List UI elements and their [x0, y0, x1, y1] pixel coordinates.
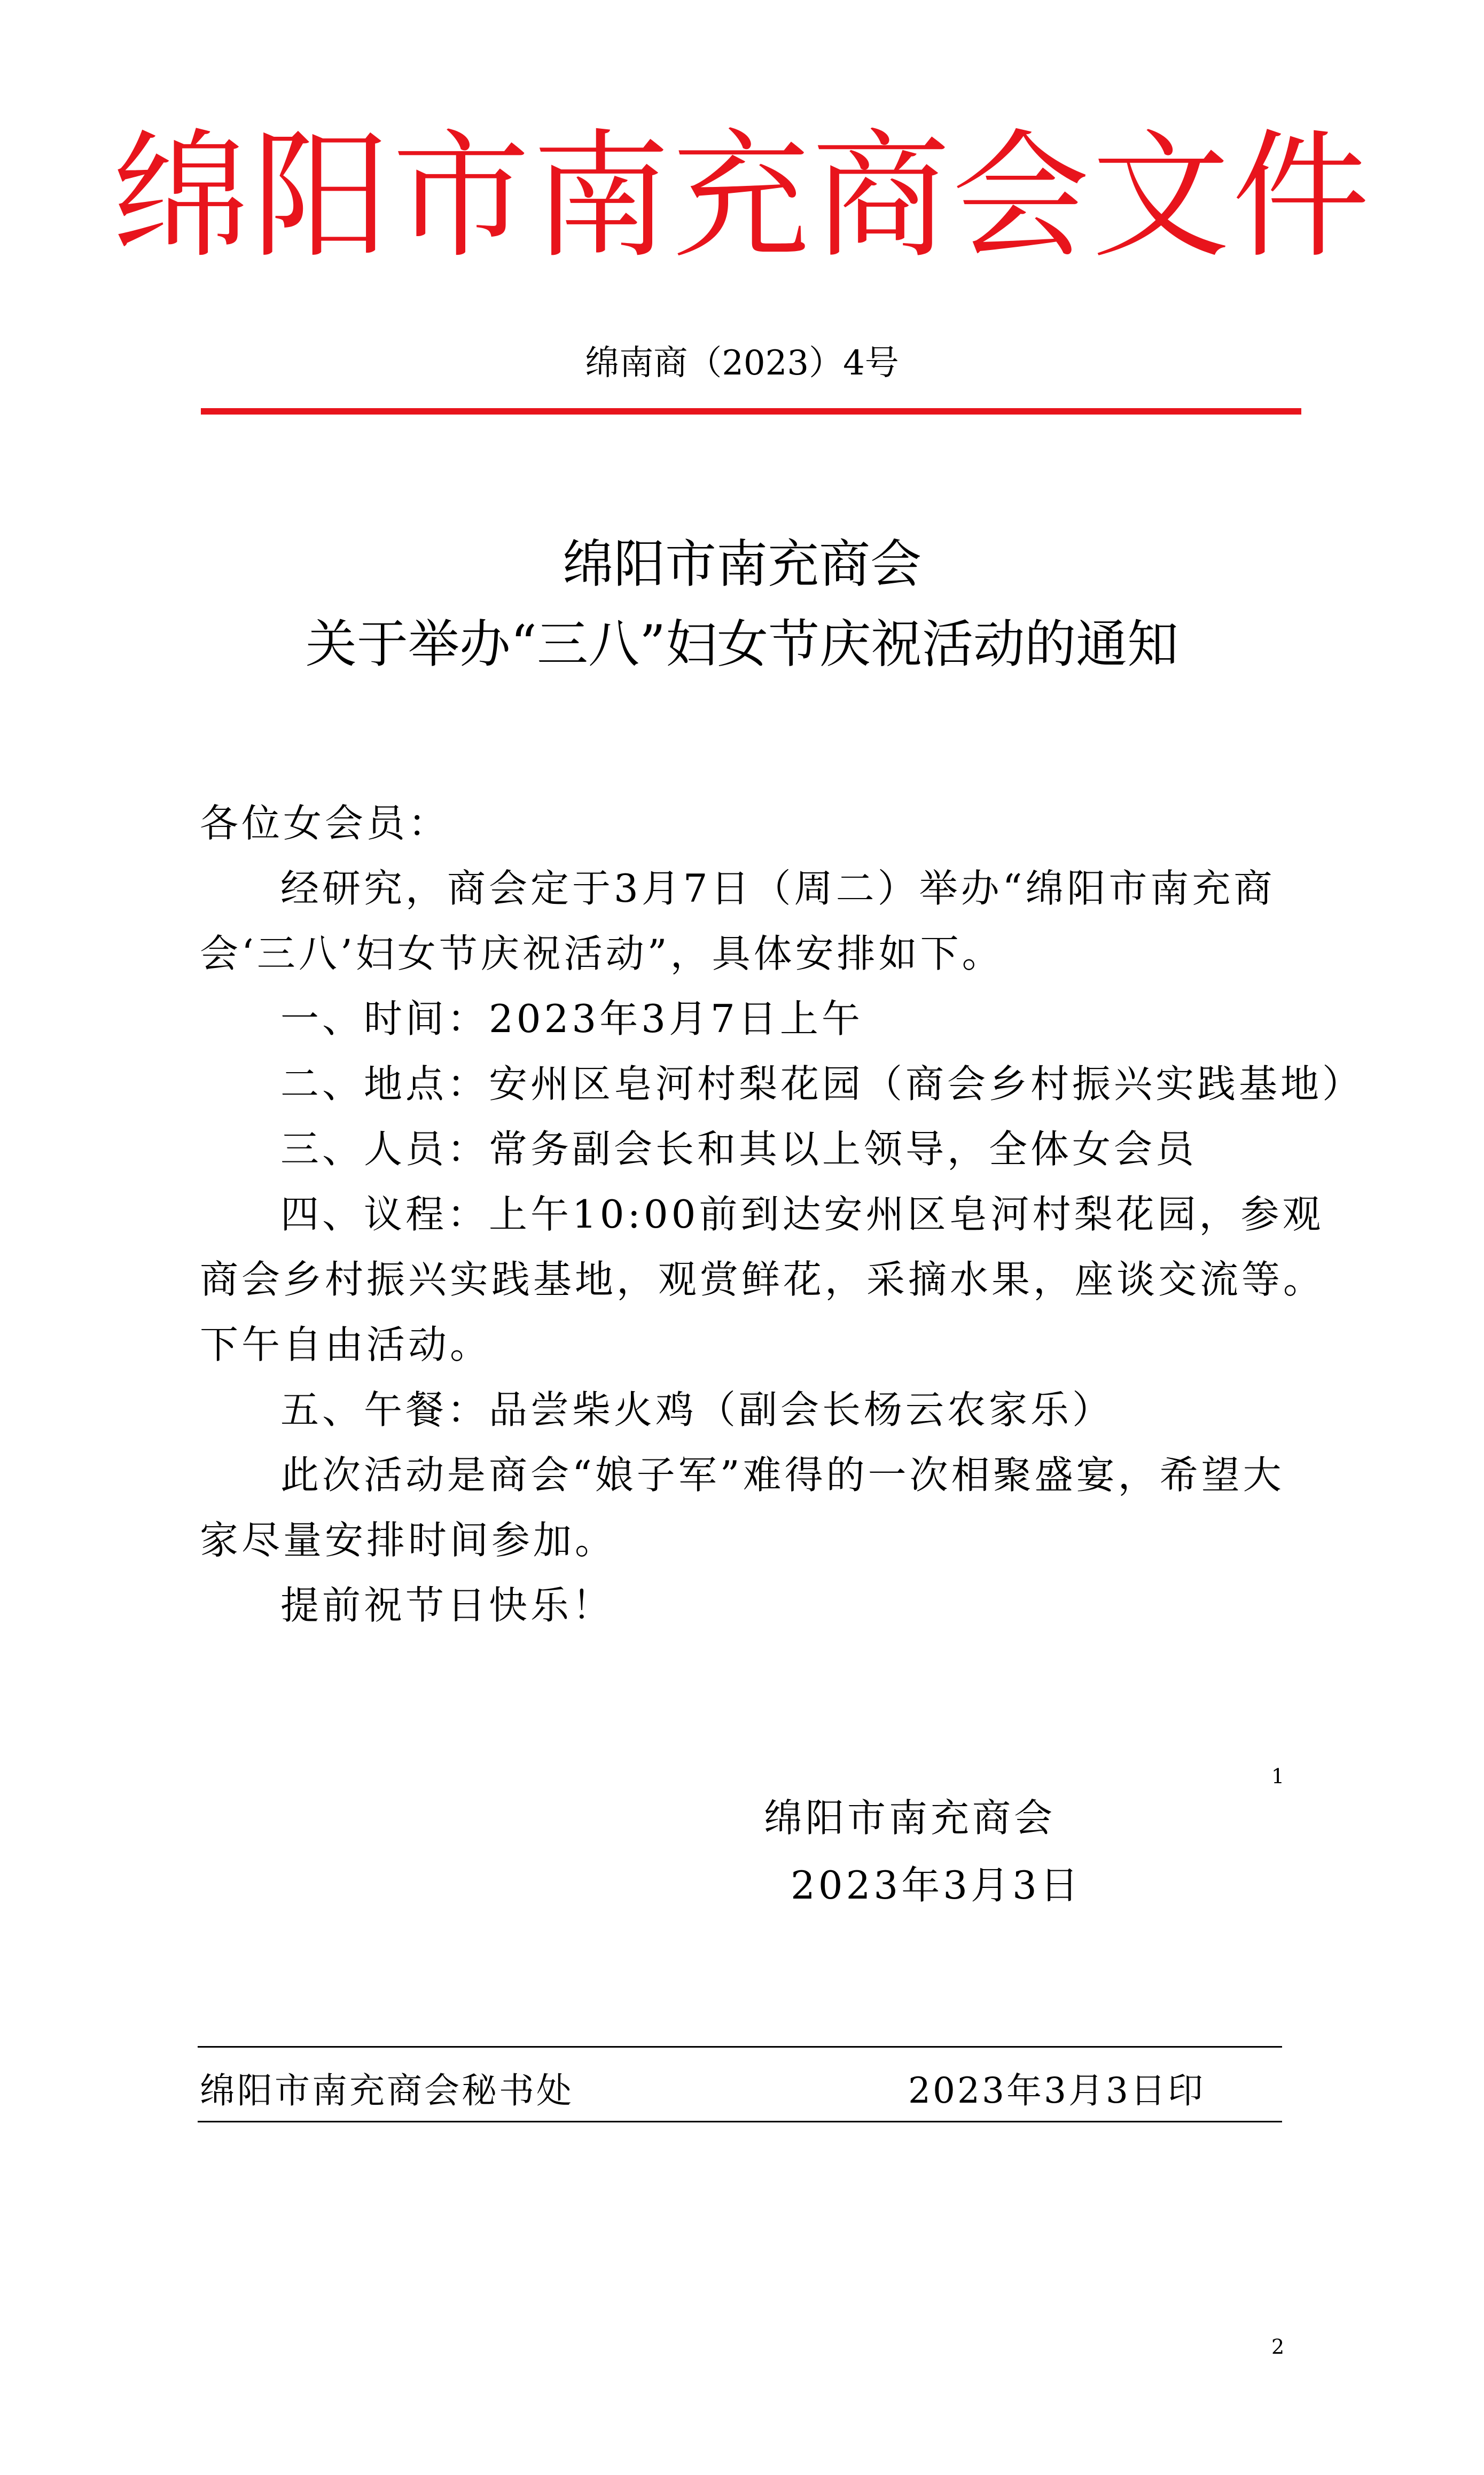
- footer-top-rule: [198, 2046, 1282, 2048]
- body-line: 一、时间：2023年3月7日上午: [280, 996, 863, 1041]
- body-line: 下午自由活动。: [200, 1322, 492, 1367]
- body-line: 经研究，商会定于3月7日（周二）举办“绵阳市南充商: [280, 866, 1276, 911]
- signature-organization: 绵阳市南充商会: [764, 1795, 1056, 1840]
- document-number: 绵南商（2023）4号: [585, 343, 899, 383]
- page-number: 1: [1271, 1764, 1285, 1788]
- body-line: 家尽量安排时间参加。: [200, 1518, 617, 1563]
- page-number: 2: [1271, 2335, 1285, 2359]
- notice-title-line-2: 关于举办“三八”妇女节庆祝活动的通知: [305, 614, 1179, 674]
- footer-printed-date: 2023年3月3日印: [908, 2070, 1205, 2111]
- signature-date: 2023年3月3日: [791, 1863, 1082, 1908]
- body-line: 三、人员：常务副会长和其以上领导，全体女会员: [280, 1127, 1198, 1172]
- header-red-divider: [201, 408, 1301, 415]
- body-line: 此次活动是商会“娘子军”难得的一次相聚盛宴，希望大: [280, 1453, 1285, 1497]
- body-line: 四、议程：上午10:00前到达安州区皂河村梨花园，参观: [280, 1192, 1324, 1237]
- document-header-title: 绵阳市南充商会文件: [112, 116, 1372, 277]
- salutation: 各位女会员：: [200, 801, 450, 846]
- body-line: 商会乡村振兴实践基地，观赏鲜花，采摘水果，座谈交流等。: [200, 1257, 1325, 1302]
- body-line: 二、地点：安州区皂河村梨花园（商会乡村振兴实践基地）: [280, 1061, 1364, 1106]
- body-line: 五、午餐：品尝柴火鸡（副会长杨云农家乐）: [280, 1387, 1114, 1432]
- footer-bottom-rule: [198, 2121, 1282, 2122]
- notice-title-line-1: 绵阳市南充商会: [563, 534, 921, 594]
- body-line: 会‘三八’妇女节庆祝活动”，具体安排如下。: [200, 931, 1004, 976]
- footer-issuer: 绵阳市南充商会秘书处: [200, 2070, 574, 2111]
- body-line: 提前祝节日快乐！: [280, 1583, 614, 1628]
